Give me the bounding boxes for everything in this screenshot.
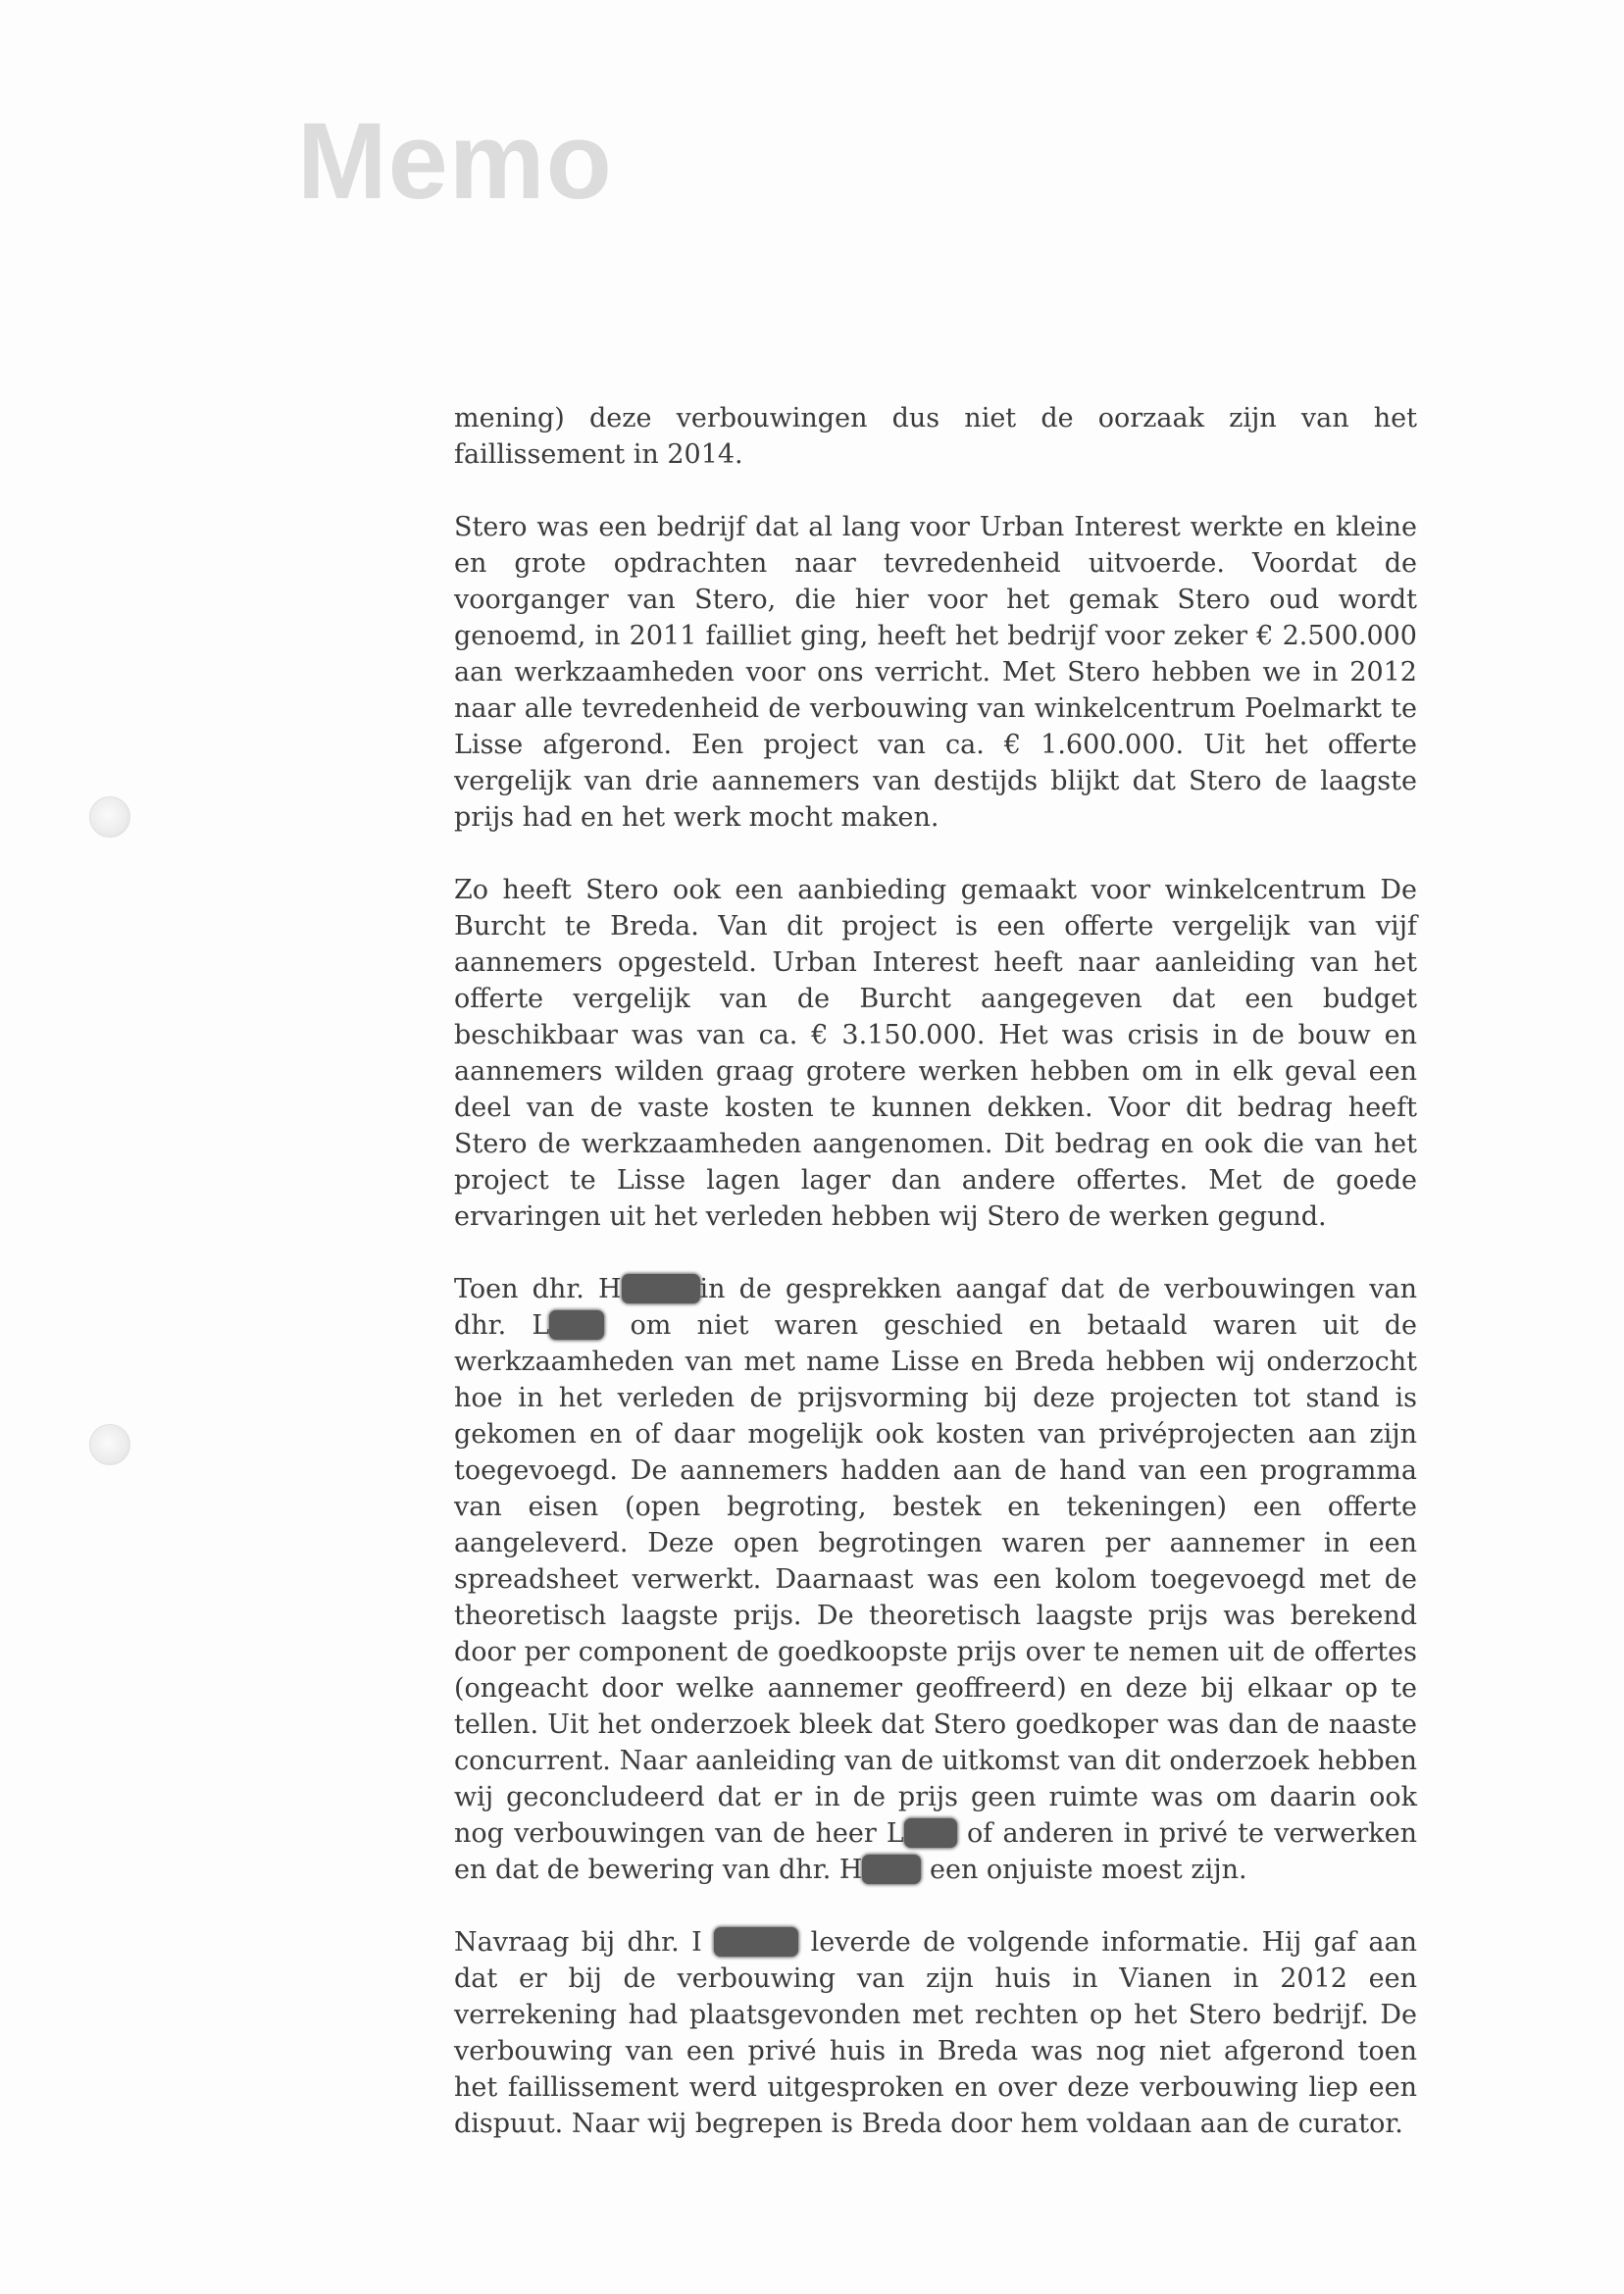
memo-body [454, 400, 1417, 2178]
redaction-mark [904, 1818, 957, 1848]
memo-title: Memo [297, 101, 613, 222]
paragraph: mening) deze verbouwingen dus niet de oorzaak zijn van het faillissement in 2014. [454, 403, 1417, 470]
redaction-mark [622, 1274, 700, 1303]
text-segment: leverde de volgende informatie. Hij gaf aan dat er bij de verbouwing van zijn huis in Vianen in 2012 een verrekening had plaatsgevonden met rechten op het Stero bedrijf. De verbouwing van een privé huis in Breda was nog niet afgerond toen het faillissement werd uitgesproken en over deze verbouwing liep een dispuut. Naar wij begrepen is Breda door hem voldaan aan de curator. [454, 1927, 1417, 2139]
redaction-mark [862, 1855, 921, 1884]
punch-hole [89, 1424, 130, 1465]
redaction-mark [714, 1927, 798, 1957]
text-segment: een onjuiste moest zijn. [930, 1855, 1247, 1885]
paragraph [454, 1271, 1417, 1888]
punch-hole [89, 796, 130, 838]
paragraph: Stero was een bedrijf dat al lang voor Urban Interest werkte en kleine en grote opdrachten naar tevredenheid uitvoerde. Voordat de voorganger van Stero, die hier voor het gemak Stero oud wordt genoemd, in 2011 failliet ging, heeft het bedrijf voor zeker € 2.500.000 aan werkzaamheden voor ons verricht. Met Stero hebben we in 2012 naar alle tevredenheid de verbouwing van winkelcentrum Poelmarkt te Lisse afgerond. Een project van ca. € 1.600.000. Uit het offerte vergelijk van drie aannemers van destijds blijkt dat Stero de laagste prijs had en het werk mocht maken. [454, 512, 1417, 833]
paragraph [454, 1924, 1417, 2142]
text-segment: Toen dhr. H [454, 1274, 622, 1304]
redaction-mark [549, 1310, 604, 1340]
text-segment: in de gesprekken aangaf dat de verbouwingen van dhr. L [454, 1274, 1417, 1341]
text-segment: om niet waren geschied en betaald waren uit de werkzaamheden van met name Lisse en Breda hebben wij onderzocht hoe in het verleden de prijsvorming bij deze projecten tot stand is gekomen en of daar mogelijk ook kosten van privéprojecten aan zijn toegevoegd. De aannemers hadden aan de hand van een programma van eisen (open begroting, bestek en tekeningen) een offerte aangeleverd. Deze open begrotingen waren per aannemer in een spreadsheet verwerkt. Daarnaast was een kolom toegevoegd met de theoretisch laagste prijs. De theoretisch laagste prijs was berekend door per component de goedkoopste prijs over te nemen uit de offertes (ongeacht door welke aannemer geoffreerd) en deze bij elkaar op te tellen. Uit het onderzoek bleek dat Stero goedkoper was dan de naaste concurrent. Naar aanleiding van de uitkomst van dit onderzoek hebben wij geconcludeerd dat er in de prijs geen ruimte was om daarin ook nog verbouwingen van de heer L [454, 1310, 1417, 1849]
text-segment: of anderen in privé te verwerken en dat de bewering van dhr. H [454, 1818, 1417, 1885]
text-segment: Navraag bij dhr. I [454, 1927, 702, 1958]
paragraph: Zo heeft Stero ook een aanbieding gemaakt voor winkelcentrum De Burcht te Breda. Van dit project is een offerte vergelijk van vijf aannemers opgesteld. Urban Interest heeft naar aanleiding van het offerte vergelijk van de Burcht aangegeven dat een budget beschikbaar was van ca. € 3.150.000. Het was crisis in de bouw en aannemers wilden graag grotere werken hebben om in elk geval een deel van de vaste kosten te kunnen dekken. Voor dit bedrag heeft Stero de werkzaamheden aangenomen. Dit bedrag en ook die van het project te Lisse lagen lager dan andere offertes. Met de goede ervaringen uit het verleden hebben wij Stero de werken gegund. [454, 875, 1417, 1232]
